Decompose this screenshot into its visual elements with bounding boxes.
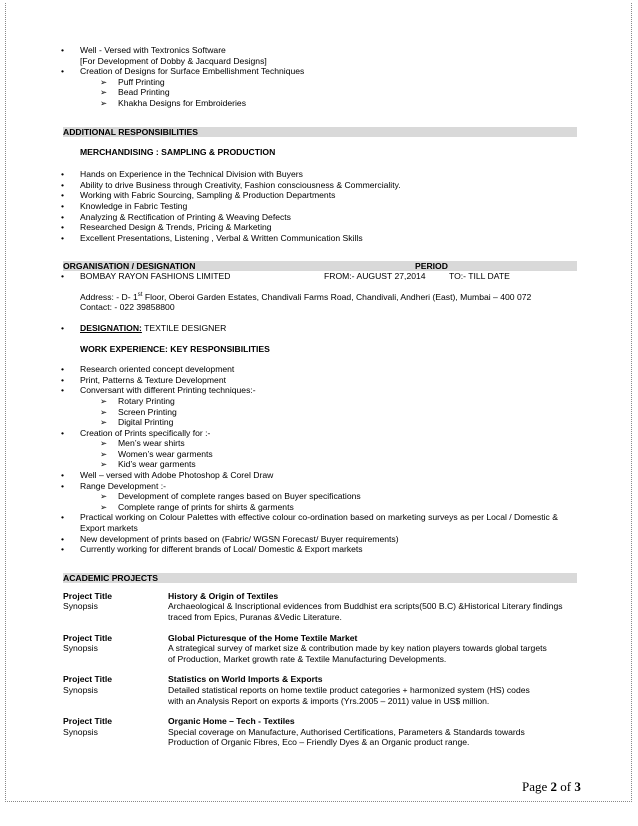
arrow-bullet-icon: ➢	[100, 491, 108, 502]
subheading-merchandising: MERCHANDISING : SAMPLING & PRODUCTION	[80, 146, 276, 157]
bullet-icon: •	[61, 190, 65, 201]
bullet-icon: •	[61, 533, 65, 544]
sub-list-item: ➢ Puff Printing	[100, 76, 165, 87]
arrow-bullet-icon: ➢	[100, 417, 108, 428]
sub-list-item: ➢ Complete range of prints for shirts & garments	[100, 501, 294, 512]
project-synopsis-cont: with an Analysis Report on exports & imports (Yrs.2005 – 2011) value in US$ million.	[168, 695, 490, 706]
section-heading-additional: ADDITIONAL RESPONSIBILITIES	[63, 127, 577, 137]
sub-list-item: ➢ Khakha Designs for Embroideries	[100, 97, 247, 108]
project-synopsis-cont: traced from Epics, Puranas &Vedic Literature.	[168, 612, 342, 623]
company-name: BOMBAY RAYON FASHIONS LIMITED	[80, 271, 231, 282]
from-date: FROM:- AUGUST 27,2014	[324, 271, 426, 282]
project-synopsis-row: Synopsis Special coverage on Manufacture, Authorised Certifications, Parameters & Standards towards	[63, 726, 525, 737]
list-item-continuation: [For Development of Dobby & Jacquard Designs]	[80, 55, 267, 66]
list-item: • Print, Patterns & Texture Development	[61, 374, 227, 385]
list-item: • Range Development :-	[61, 480, 166, 491]
bullet-icon: •	[61, 271, 65, 282]
arrow-bullet-icon: ➢	[100, 501, 108, 512]
project-title-row: Project Title Organic Home – Tech - Textiles	[63, 716, 295, 727]
designation-row: • DESIGNATION: TEXTILE DESIGNER	[61, 322, 227, 333]
project-title-row: Project Title History & Origin of Textiles	[63, 590, 279, 601]
list-item: • Currently working for different brands of Local/ Domestic & Export markets	[61, 544, 363, 555]
arrow-bullet-icon: ➢	[100, 97, 108, 108]
contact: Contact: - 022 39858800	[80, 302, 175, 313]
list-item: • Ability to drive Business through Creativity, Fashion consciousness & Commerciality.	[61, 179, 401, 190]
subheading-work-experience: WORK EXPERIENCE: KEY RESPONSIBILITIES	[80, 343, 270, 354]
bullet-icon: •	[61, 45, 65, 55]
arrow-bullet-icon: ➢	[100, 406, 108, 417]
bullet-icon: •	[61, 211, 65, 222]
bullet-icon: •	[61, 374, 65, 385]
bullet-icon: •	[61, 470, 65, 481]
bullet-icon: •	[61, 179, 65, 190]
project-synopsis-row: Synopsis A strategical survey of market size & contribution made by key nation players towards global targets	[63, 643, 547, 654]
sub-list-item: ➢ Kid’s wear garments	[100, 459, 196, 470]
bullet-icon: •	[61, 66, 65, 77]
to-date: TO:- TILL DATE	[449, 271, 510, 282]
list-item: • Excellent Presentations, Listening , Verbal & Written Communication Skills	[61, 232, 363, 243]
sub-list-item: ➢ Women’s wear garments	[100, 448, 213, 459]
sub-list-item: ➢ Bead Printing	[100, 87, 170, 98]
sub-list-item: ➢ Digital Printing	[100, 417, 174, 428]
section-heading-organisation: ORGANISATION / DESIGNATION PERIOD	[63, 261, 577, 271]
arrow-bullet-icon: ➢	[100, 438, 108, 449]
arrow-bullet-icon: ➢	[100, 395, 108, 406]
bullet-icon: •	[61, 169, 65, 180]
arrow-bullet-icon: ➢	[100, 448, 108, 459]
section-heading-academic: ACADEMIC PROJECTS	[63, 573, 577, 583]
list-item: • Creation of Designs for Surface Embellishment Techniques	[61, 66, 305, 77]
list-item: • Hands on Experience in the Technical Division with Buyers	[61, 169, 303, 180]
bullet-icon: •	[61, 200, 65, 211]
sub-list-item: ➢ Men’s wear shirts	[100, 438, 185, 449]
bullet-icon: •	[61, 364, 65, 375]
document-page	[63, 45, 577, 748]
list-item: • Creation of Prints specifically for :-	[61, 427, 211, 438]
period-label: PERIOD	[415, 261, 448, 272]
arrow-bullet-icon: ➢	[100, 459, 108, 470]
list-item: • Researched Design & Trends, Pricing & Marketing	[61, 222, 272, 233]
bullet-icon: •	[61, 385, 65, 396]
list-item: • Analyzing & Rectification of Printing & Weaving Defects	[61, 211, 291, 222]
project-synopsis-cont: Production of Organic Fibres, Eco – Friendly Dyes & an Organic product range.	[168, 737, 470, 748]
project-synopsis-row: Synopsis Archaeological & Inscriptional evidences from Buddhist era scripts(500 B.C) &Historical Literary findings	[63, 601, 563, 612]
list-item: • Practical working on Colour Palettes with effective colour co-ordination based on marketing surveys as per Local / Domestic &	[61, 512, 558, 523]
bullet-icon: •	[61, 222, 65, 233]
project-synopsis-row: Synopsis Detailed statistical reports on home textile product categories + harmonized system (HS) codes	[63, 684, 530, 695]
bullet-icon: •	[61, 480, 65, 491]
page-number: Page 2 of 3	[522, 779, 581, 794]
bullet-icon: •	[61, 232, 65, 243]
project-title-row: Project Title Statistics on World Imports & Exports	[63, 674, 323, 685]
list-item: • Research oriented concept development	[61, 364, 235, 375]
sub-list-item: ➢ Screen Printing	[100, 406, 177, 417]
arrow-bullet-icon: ➢	[100, 76, 108, 87]
sub-list-item: ➢ Rotary Printing	[100, 395, 175, 406]
sub-list-item: ➢ Development of complete ranges based on Buyer specifications	[100, 491, 361, 502]
project-synopsis-cont: of Production, Market growth rate & Textile Manufacturing Developments.	[168, 653, 447, 664]
bullet-icon: •	[61, 427, 65, 438]
list-item-continuation: Export markets	[80, 523, 138, 534]
bullet-icon: •	[61, 544, 65, 555]
list-item: • Well – versed with Adobe Photoshop & Corel Draw	[61, 470, 274, 481]
projects-table	[63, 591, 577, 748]
list-item: • New development of prints based on (Fabric/ WGSN Forecast/ Buyer requirements)	[61, 533, 399, 544]
list-item: • Well - Versed with Textronics Software	[61, 45, 226, 55]
address: Address: - D- 1st Floor, Oberoi Garden Estates, Chandivali Farms Road, Chandivali, Andheri (East), Mumbai – 400 072	[80, 291, 532, 302]
company-row	[63, 271, 577, 282]
bullet-icon: •	[61, 322, 65, 333]
bullet-icon: •	[61, 512, 65, 523]
list-item: • Working with Fabric Sourcing, Sampling & Production Departments	[61, 190, 336, 201]
list-item: • Knowledge in Fabric Testing	[61, 200, 188, 211]
project-title-row: Project Title Global Picturesque of the Home Textile Market	[63, 632, 358, 643]
list-item: • Conversant with different Printing techniques:-	[61, 385, 256, 396]
arrow-bullet-icon: ➢	[100, 87, 108, 98]
